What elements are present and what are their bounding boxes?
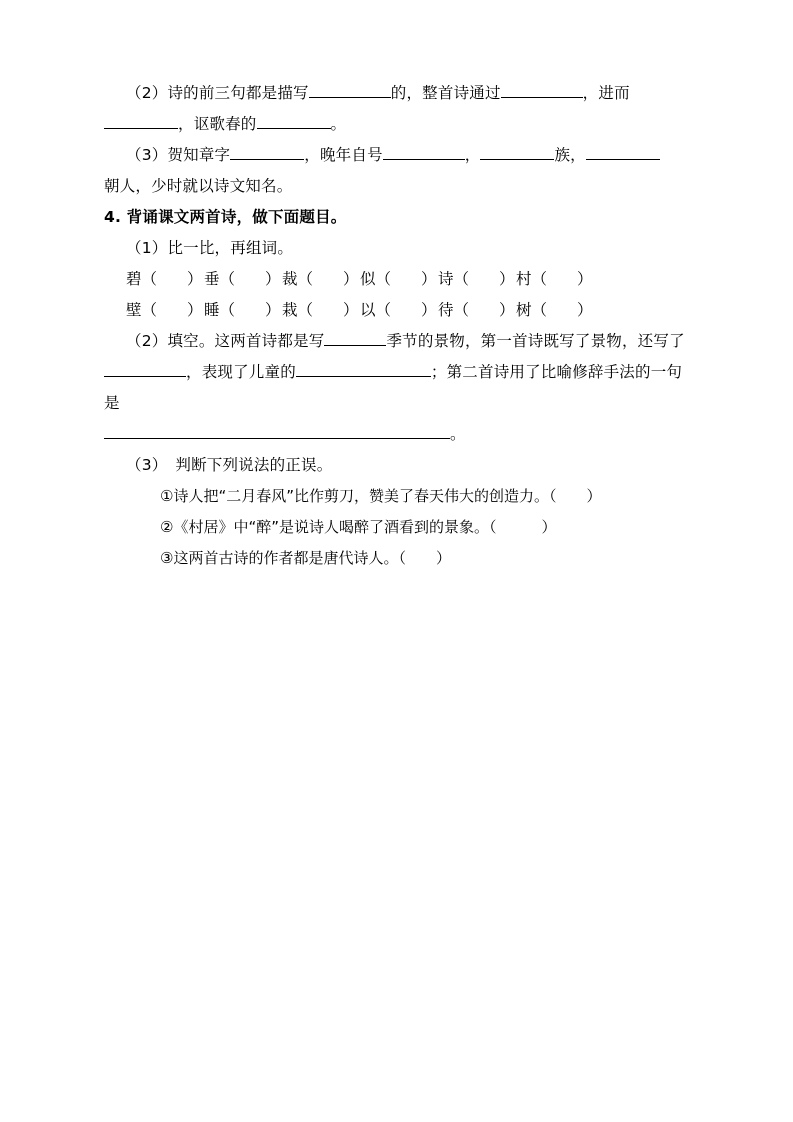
q2-text-before: （2）诗的前三句都是描写 [126, 84, 309, 102]
grid-cell [126, 295, 204, 326]
q3-text-mid1: ，晚年自号 [304, 146, 383, 164]
q2-text-mid1: 的，整首诗通过 [390, 84, 501, 102]
q3-text-mid2: ， [464, 146, 481, 164]
fill-blank[interactable] [309, 82, 391, 98]
question-4-2-line-2 [104, 357, 690, 419]
question-3-paragraph-cont [104, 171, 690, 202]
question-4-2-line-1 [104, 326, 690, 357]
grid-cell [204, 295, 282, 326]
grid-cell [126, 264, 204, 295]
q2-text-mid3: ，讴歌春的 [178, 115, 257, 133]
grid-cell-word: 栽（ [282, 301, 314, 319]
question-4-3: （3） 判断下列说法的正误。 [126, 456, 333, 474]
grid-cell-close: ） [499, 270, 515, 288]
grid-cell [204, 264, 282, 295]
grid-cell [282, 264, 360, 295]
grid-cell [438, 295, 516, 326]
grid-cell-close: ） [421, 301, 437, 319]
q3-text-mid3: 族， [554, 146, 586, 164]
grid-cell-word: 裁（ [282, 270, 314, 288]
question-4-1: （1）比一比，再组词。 [126, 239, 294, 257]
q42-text-e: 。 [450, 425, 466, 443]
q42-text-d: ；第二首诗用了比喻修辞手法的一句是 [104, 363, 683, 412]
question-3-paragraph [104, 140, 690, 171]
grid-cell-word: 睡（ [204, 301, 236, 319]
fill-blank[interactable] [296, 361, 431, 377]
word-pair-grid-row-2 [104, 295, 690, 326]
fill-blank[interactable] [104, 423, 450, 439]
fill-blank[interactable] [257, 113, 331, 129]
grid-cell-close: ） [421, 270, 437, 288]
fill-blank[interactable] [324, 330, 386, 346]
grid-cell [516, 295, 594, 326]
fill-blank[interactable] [586, 144, 660, 160]
grid-cell-close: ） [343, 270, 359, 288]
question-4-2-line-3 [104, 419, 690, 450]
question-2-paragraph-cont [104, 109, 690, 140]
question-4-heading: 4. 背诵课文两首诗，做下面题目。 [104, 208, 347, 226]
grid-cell [516, 264, 594, 295]
q2-text-end: 。 [330, 115, 347, 133]
true-false-item-2: ②《村居》中“醉”是说诗人喝醉了酒看到的景象。（ ） [160, 518, 557, 536]
grid-cell-word: 垂（ [204, 270, 236, 288]
q2-text-mid2: ，进而 [582, 84, 630, 102]
grid-cell [438, 264, 516, 295]
worksheet-content [104, 78, 690, 574]
grid-cell-word: 以（ [360, 301, 392, 319]
fill-blank[interactable] [104, 113, 178, 129]
grid-cell-close: ） [343, 301, 359, 319]
grid-cell-close: ） [577, 301, 593, 319]
grid-cell-word: 壁（ [126, 301, 158, 319]
grid-cell [360, 295, 438, 326]
fill-blank[interactable] [230, 144, 304, 160]
q3-text-end: 朝人，少时就以诗文知名。 [104, 177, 293, 195]
grid-cell-close: ） [265, 270, 281, 288]
word-pair-grid-row-1 [104, 264, 690, 295]
grid-cell-close: ） [187, 270, 203, 288]
grid-cell-word: 诗（ [438, 270, 470, 288]
grid-cell-word: 村（ [516, 270, 548, 288]
grid-cell-close: ） [499, 301, 515, 319]
grid-cell [360, 264, 438, 295]
fill-blank[interactable] [104, 361, 186, 377]
true-false-item-1: ①诗人把“二月春风”比作剪刀，赞美了春天伟大的创造力。（ ） [160, 487, 602, 505]
grid-cell-close: ） [265, 301, 281, 319]
question-2-paragraph [104, 78, 690, 109]
fill-blank[interactable] [480, 144, 554, 160]
grid-cell-word: 树（ [516, 301, 548, 319]
q42-text-c: ，表现了儿童的 [186, 363, 296, 381]
fill-blank[interactable] [501, 82, 583, 98]
grid-cell-word: 碧（ [126, 270, 158, 288]
grid-cell-word: 待（ [438, 301, 470, 319]
q42-text-b: 季节的景物，第一首诗既写了景物，还写了 [386, 332, 685, 350]
q3-text-before: （3）贺知章字 [126, 146, 231, 164]
grid-cell-close: ） [577, 270, 593, 288]
grid-cell [282, 295, 360, 326]
grid-cell-close: ） [187, 301, 203, 319]
q42-text-a: （2）填空。这两首诗都是写 [126, 332, 325, 350]
grid-cell-word: 似（ [360, 270, 392, 288]
true-false-item-3: ③这两首古诗的作者都是唐代诗人。（ ） [160, 549, 451, 567]
fill-blank[interactable] [383, 144, 465, 160]
